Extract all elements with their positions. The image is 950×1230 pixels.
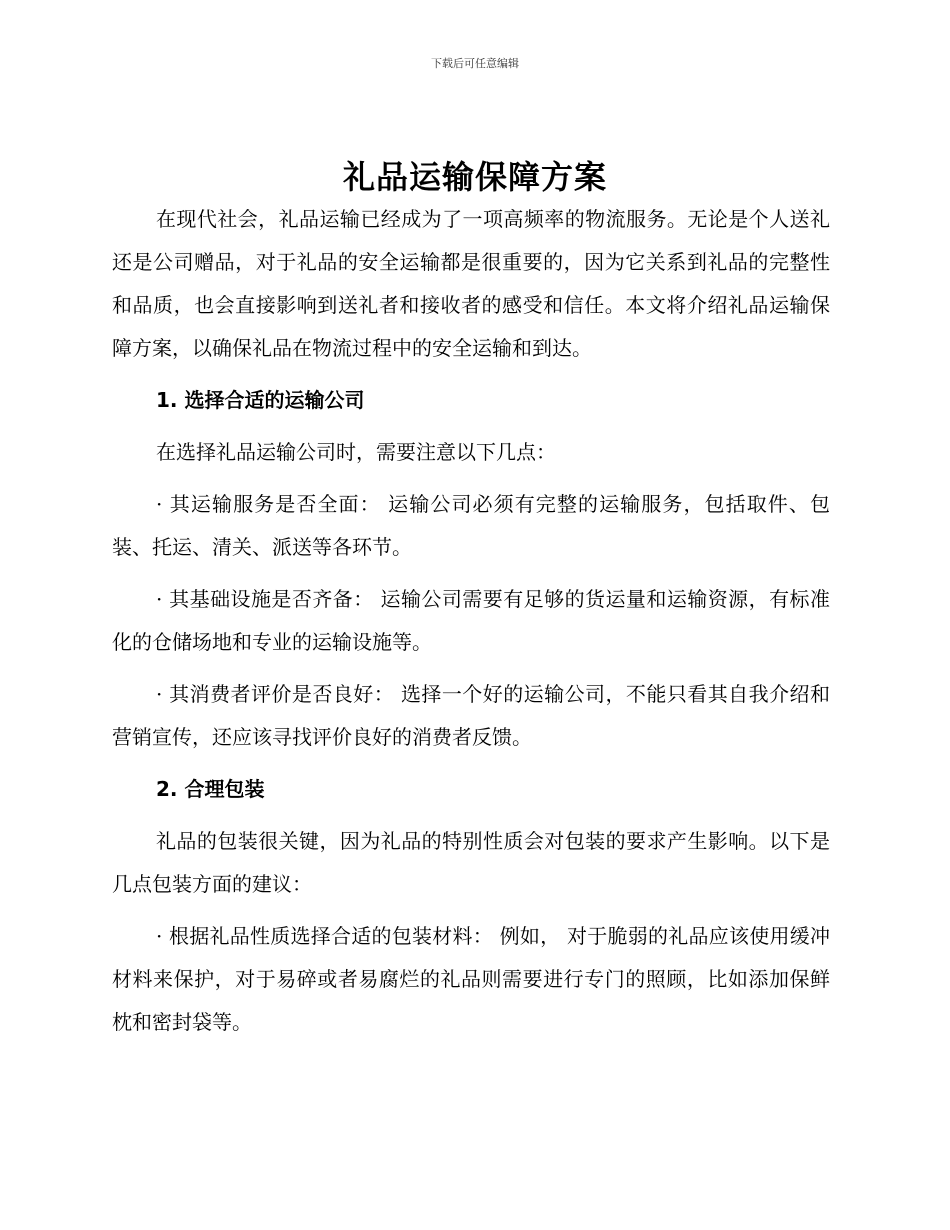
section-2 xyxy=(112,768,830,1044)
bullet-item: · 其消费者评价是否良好： 选择一个好的运输公司，不能只看其自我介绍和营销宣传，还应该寻找评价良好的消费者反馈。 xyxy=(112,682,830,749)
section-heading: 2. 合理包装 xyxy=(156,777,265,801)
section-1 xyxy=(112,379,830,759)
bullet-item: · 其运输服务是否全面： 运输公司必须有完整的运输服务，包括取件、包装、托运、清关、派送等各环节。 xyxy=(112,492,830,559)
page-header-note: 下载后可任意编辑 xyxy=(431,57,519,70)
intro-paragraph: 在现代社会，礼品运输已经成为了一项高频率的物流服务。无论是个人送礼还是公司赠品，对于礼品的安全运输都是很重要的，因为它关系到礼品的完整性和品质，也会直接影响到送礼者和接收者的感受和信任。本文将介绍礼品运输保障方案，以确保礼品在物流过程中的安全运输和到达。 xyxy=(112,207,830,360)
document-body xyxy=(112,198,830,1044)
section-lead: 在选择礼品运输公司时，需要注意以下几点： xyxy=(156,440,556,464)
bullet-item: · 其基础设施是否齐备： 运输公司需要有足够的货运量和运输资源，有标准化的仓储场地和专业的运输设施等。 xyxy=(112,587,830,654)
section-heading: 1. 选择合适的运输公司 xyxy=(156,388,365,412)
bullet-item: · 根据礼品性质选择合适的包装材料： 例如， 对于脆弱的礼品应该使用缓冲材料来保护，对于易碎或者易腐烂的礼品则需要进行专门的照顾，比如添加保鲜枕和密封袋等。 xyxy=(112,924,830,1034)
section-lead: 礼品的包装很关键，因为礼品的特别性质会对包装的要求产生影响。以下是几点包装方面的建议： xyxy=(112,829,830,896)
document-title: 礼品运输保障方案 xyxy=(342,158,607,196)
